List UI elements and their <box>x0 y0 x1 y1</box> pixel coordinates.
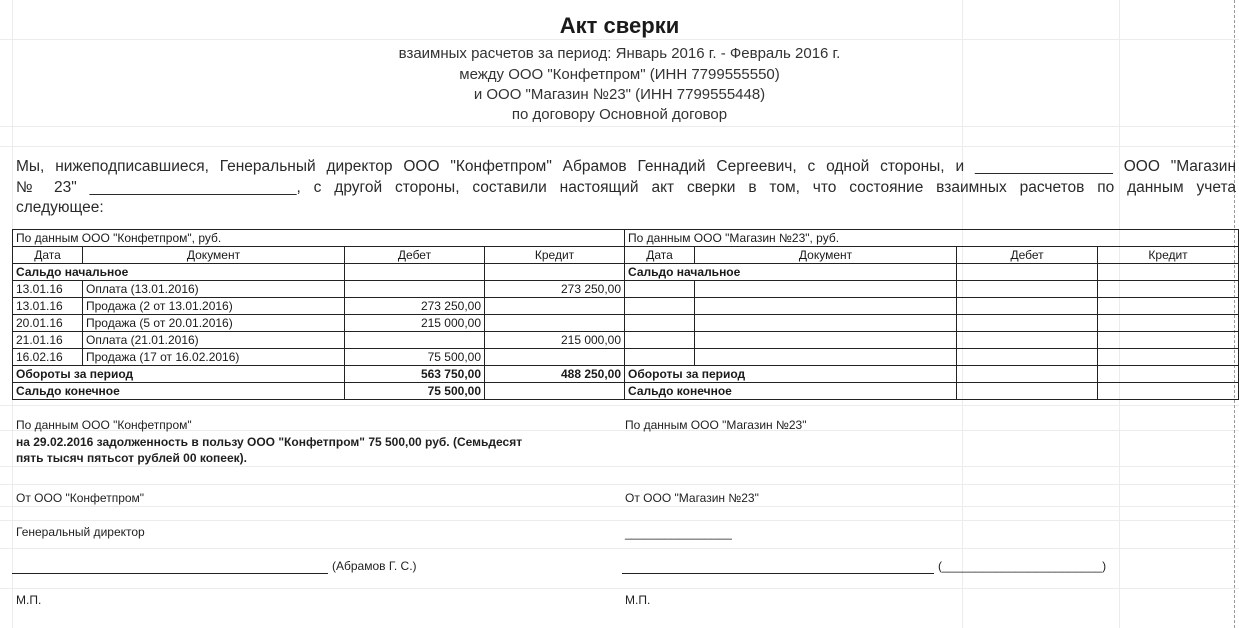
row-date: 21.01.16 <box>13 332 83 349</box>
signature-right-name: (________________________) <box>938 559 1107 573</box>
party-one-line: между ООО "Конфетпром" (ИНН 7799555550) <box>459 66 780 83</box>
right-table-caption: По данным ООО "Магазин №23", руб. <box>625 230 1239 247</box>
signature-left-from: От ООО "Конфетпром" <box>16 491 145 505</box>
reconciliation-table <box>12 229 1239 400</box>
intro-line-2: № 23" ________________________, с другой стороны, составили настоящий акт сверки в том, что состояние взаимных расчетов по данным учета <box>16 179 1236 196</box>
document-title: Акт сверки <box>559 13 680 38</box>
col-header-credit: Кредит <box>485 247 625 264</box>
row-date: 20.01.16 <box>13 315 83 332</box>
signature-right-from: От ООО "Магазин №23" <box>625 491 759 505</box>
col-header-document: Документ <box>83 247 345 264</box>
table-row <box>13 349 1239 366</box>
row-document: Оплата (21.01.2016) <box>83 332 345 349</box>
row-document: Продажа (2 от 13.01.2016) <box>83 298 345 315</box>
col-header-date: Дата <box>625 247 695 264</box>
row-debit: 75 500,00 <box>345 349 485 366</box>
row-credit: 273 250,00 <box>485 281 625 298</box>
stamp-right: М.П. <box>625 593 651 607</box>
col-header-date: Дата <box>13 247 83 264</box>
debt-statement-line-2: пять тысяч пятьсот рублей 00 копеек). <box>16 451 247 465</box>
table-row <box>13 332 1239 349</box>
opening-balance-row <box>13 264 1239 281</box>
stamp-left: М.П. <box>16 593 42 607</box>
col-header-credit: Кредит <box>1098 247 1239 264</box>
table-row <box>13 281 1239 298</box>
signature-line-right <box>622 573 934 574</box>
turnover-row <box>13 366 1239 383</box>
signature-line-left <box>12 573 328 574</box>
row-document: Продажа (17 от 16.02.2016) <box>83 349 345 366</box>
intro-line-1: Мы, нижеподписавшиеся, Генеральный директор ООО "Конфетпром" Абрамов Геннадий Сергеевич, с одной стороны, и ________________ ООО "Магазин <box>16 158 1236 175</box>
debt-statement-line-1: на 29.02.2016 задолженность в пользу ООО "Конфетпром" 75 500,00 руб. (Семьдесят <box>16 435 523 449</box>
left-table-caption: По данным ООО "Конфетпром", руб. <box>13 230 625 247</box>
closing-balance-label: Сальдо конечное <box>625 383 957 400</box>
row-credit <box>485 315 625 332</box>
row-debit <box>345 332 485 349</box>
closing-balance-row <box>13 383 1239 400</box>
turnover-credit: 488 250,00 <box>485 366 625 383</box>
contract-line: по договору Основной договор <box>511 106 728 123</box>
signature-left-name: (Абрамов Г. С.) <box>332 559 417 573</box>
row-document: Продажа (5 от 20.01.2016) <box>83 315 345 332</box>
summary-left-caption: По данным ООО "Конфетпром" <box>16 418 192 432</box>
table-row <box>13 298 1239 315</box>
closing-balance-label: Сальдо конечное <box>13 383 345 400</box>
table-caption-row <box>13 230 1239 247</box>
row-credit: 215 000,00 <box>485 332 625 349</box>
row-debit <box>345 281 485 298</box>
col-header-debit: Дебет <box>957 247 1098 264</box>
signature-right-position-blank: ________________ <box>625 526 732 540</box>
signature-left-position: Генеральный директор <box>16 525 145 539</box>
opening-balance-label: Сальдо начальное <box>13 264 345 281</box>
row-date: 16.02.16 <box>13 349 83 366</box>
turnover-debit: 563 750,00 <box>345 366 485 383</box>
row-debit: 215 000,00 <box>345 315 485 332</box>
turnover-label: Обороты за период <box>625 366 957 383</box>
row-credit <box>485 349 625 366</box>
intro-line-3: следующее: <box>16 199 104 216</box>
row-credit <box>485 298 625 315</box>
row-debit: 273 250,00 <box>345 298 485 315</box>
row-date: 13.01.16 <box>13 298 83 315</box>
row-date: 13.01.16 <box>13 281 83 298</box>
row-document: Оплата (13.01.2016) <box>83 281 345 298</box>
period-line: взаимных расчетов за период: Январь 2016 г. - Февраль 2016 г. <box>398 45 841 62</box>
turnover-label: Обороты за период <box>13 366 345 383</box>
table-header-row <box>13 247 1239 264</box>
opening-balance-label: Сальдо начальное <box>625 264 957 281</box>
summary-right-caption: По данным ООО "Магазин №23" <box>625 418 807 432</box>
table-row <box>13 315 1239 332</box>
party-two-line: и ООО "Магазин №23" (ИНН 7799555448) <box>473 86 766 103</box>
closing-debit: 75 500,00 <box>345 383 485 400</box>
col-header-debit: Дебет <box>345 247 485 264</box>
col-header-document: Документ <box>695 247 957 264</box>
